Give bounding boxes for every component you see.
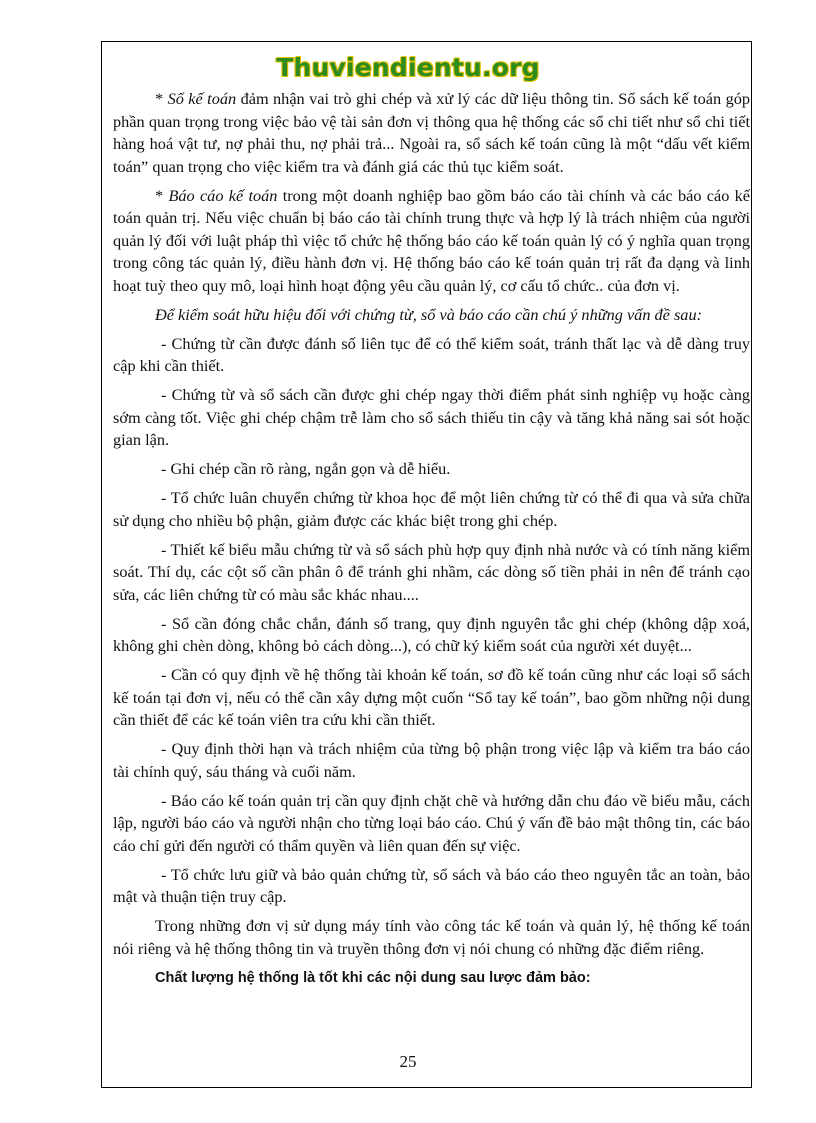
- section-heading: Để kiểm soát hữu hiệu đối với chứng từ, sổ và báo cáo cần chú ý những vấn đề sau:: [155, 304, 703, 324]
- so-ke-toan-text: * Sổ kế toán đảm nhận vai trò ghi chép và xử lý các dữ liệu thông tin. Sổ sách kế toán góp phần quan trọng trong việc bảo vệ tài sản đơn vị thông qua hệ thống các sổ chi tiết như sổ chi tiết hàng hoá vật tư, nợ phải thu, nợ phải trả... Ngoài ra, sổ sách kế toán cũng là một “dấu vết kiểm toán” quan trọng cho việc kiểm tra và đánh giá các thủ tục kiểm soát.: [113, 89, 750, 176]
- paragraph-so-ke-toan: [113, 88, 750, 178]
- list-item: - Ghi chép cần rõ ràng, ngắn gọn và dễ hiểu.: [161, 459, 451, 478]
- list-item: - Chứng từ cần được đánh số liên tục để có thể kiểm soát, tránh thất lạc và dễ dàng truy cập khi cần thiết.: [113, 333, 750, 375]
- bao-cao-ke-toan-text: * Báo cáo kế toán trong một doanh nghiệp bao gồm báo cáo tài chính và các báo cáo kế toán quản trị. Nếu việc chuẩn bị báo cáo tài chính trung thực và hợp lý là trách nhiệm của người quản lý đối với luật pháp thì việc tổ chức hệ thống báo cáo kế toán quản lý có ý nghĩa quan trọng trong công tác quản lý, điều hành đơn vị. Hệ thống báo cáo kế toán quản trị rất đa dạng và linh hoạt tuỳ theo quy mô, loại hình hoạt động yêu cầu quản lý, cơ cấu tổ chức.. của đơn vị.: [113, 185, 751, 295]
- list-item: - Quy định thời hạn và trách nhiệm của từng bộ phận trong việc lập và kiểm tra báo cáo tài chính quý, sáu tháng và cuối năm.: [113, 739, 750, 781]
- page-number: 25: [399, 1052, 417, 1071]
- bold-subheading: Chất lượng hệ thống là tốt khi các nội dung sau lược đảm bảo:: [155, 969, 591, 986]
- list-item: - Chứng từ và sổ sách cần được ghi chép ngay thời điểm phát sinh nghiệp vụ hoặc càng sớm càng tốt. Việc ghi chép chậm trễ làm cho sổ sách thiếu tin cậy và tăng khả năng sai sót hoặc gian lận.: [113, 385, 750, 449]
- list-item: - Thiết kế biểu mẫu chứng từ và sổ sách phù hợp quy định nhà nước và có tính năng kiểm soát. Thí dụ, các cột số cần phân ô để tránh ghi nhầm, các dòng số tiền phải in nên để tránh cạo sửa, các liên chứng từ có màu sắc khác nhau....: [113, 539, 750, 604]
- term-italic: Báo cáo kế toán: [168, 185, 278, 205]
- paragraph-bao-cao-ke-toan: [113, 185, 750, 298]
- paragraph-final: Trong những đơn vị sử dụng máy tính vào công tác kế toán và quản lý, hệ thống kế toán nói riêng và hệ thống thông tin và truyền thông đơn vị nói chung có những đặc điểm riêng.: [113, 916, 750, 958]
- list-item: - Cần có quy định về hệ thống tài khoản kế toán, sơ đồ kế toán cũng như các loại sổ sách kế toán tại đơn vị, nếu có thể cần xây dựng một cuốn “Sổ tay kế toán”, bao gồm những nội dung cần thiết để các kế toán viên tra cứu khi cần thiết.: [113, 665, 750, 729]
- list-item: - Tổ chức lưu giữ và bảo quản chứng từ, sổ sách và báo cáo theo nguyên tắc an toàn, bảo mật và thuận tiện truy cập.: [113, 864, 750, 906]
- list-item: - Tổ chức luân chuyển chứng từ khoa học để một liên chứng từ có thể đi qua và sửa chữa sử dụng cho nhiều bộ phận, giảm được các khác biệt trong ghi chép.: [113, 488, 750, 530]
- document-body: [113, 88, 750, 996]
- list-item: - Báo cáo kế toán quản trị cần quy định chặt chẽ và hướng dẫn chu đáo về biểu mẫu, cách lập, người báo cáo và người nhận cho từng loại báo cáo. Chú ý vấn đề bảo mật thông tin, các báo cáo chỉ gửi đến người có thẩm quyền và liên quan đến sự việc.: [113, 790, 750, 855]
- list-item: - Sổ cần đóng chắc chắn, đánh số trang, quy định nguyên tắc ghi chép (không dập xoá, không ghi chèn dòng, không bỏ cách dòng...), có chữ ký kiểm soát của người xét duyệt...: [113, 613, 750, 655]
- site-logo: Thuviendientu.org: [276, 53, 540, 82]
- term-italic: Sổ kế toán: [167, 89, 237, 108]
